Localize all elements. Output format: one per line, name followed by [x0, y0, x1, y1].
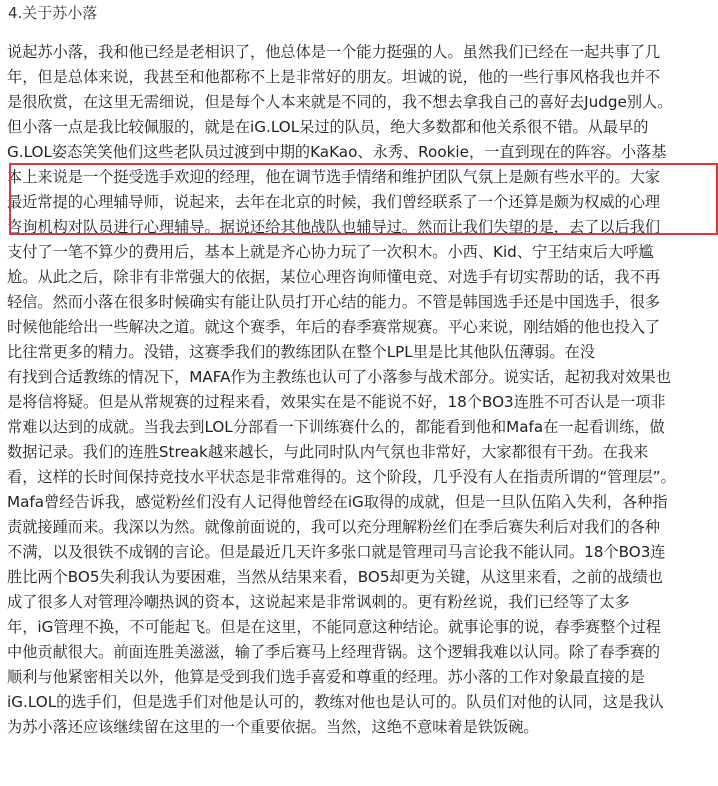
article-body [7, 40, 715, 740]
paragraph-line: 年，但是总体来说，我甚至和他都称不上是非常好的朋友。坦诚的说，他的一些行事风格我也并不 [7, 68, 661, 86]
section-heading: 4.关于苏小落 [8, 4, 98, 22]
highlighted-line: 但小落一点是我比较佩服的，就是在iG.LOL呆过的队员，绝大多数都和他关系很不错。从最早的 [7, 118, 649, 136]
paragraph-line: 成了很多人对管理冷嘲热讽的资本，这说起来是非常讽刺的。更有粉丝说，我们已经等了太多 [7, 593, 630, 611]
highlighted-line: 本上来说是一个挺受选手欢迎的经理，他在调节选手情绪和维护团队气氛上是颇有些水平的。大家 [7, 168, 661, 186]
paragraph-line: 咨询机构对队员进行心理辅导。据说还给其他战队也辅导过。然而让我们失望的是，去了以后我们 [7, 218, 661, 236]
paragraph-line: 不满，以及很铁不成钢的言论。但是最近几天许多张口就是管理司马言论我不能认同。18个BO3连 [7, 543, 666, 561]
paragraph-line: 是很欣赏，在这里无需细说，但是每个人本来就是不同的，我不想去拿我自己的喜好去Judge别人。 [7, 93, 673, 111]
paragraph-line: 最近常提的心理辅导师，说起来，去年在北京的时候，我们曾经联系了一个还算是颇为权威的心理 [7, 193, 661, 211]
paragraph-line: iG.LOL的选手们，但是选手们对他是认可的，教练对他也是认可的。队员们对他的认同，这是我认 [7, 693, 664, 711]
paragraph-line: Mafa曾经告诉我，感觉粉丝们没有人记得他曾经在iG取得的成就，但是一旦队伍陷入失利，各种指 [7, 493, 668, 511]
paragraph-line: 为苏小落还应该继续留在这里的一个重要依据。当然，这绝不意味着是铁饭碗。 [7, 718, 539, 736]
paragraph-line: 轻信。然而小落在很多时候确实有能让队员打开心结的能力。不管是韩国选手还是中国选手，很多 [7, 293, 661, 311]
paragraph-line: 顺利与他紧密相关以外，他算是受到我们选手喜爱和尊重的经理。苏小落的工作对象最直接的是 [7, 668, 645, 686]
highlighted-line: G.LOL姿态笑笑他们这些老队员过渡到中期的KaKao、永秀、Rookie，一直到现在的阵容。小落基 [7, 143, 667, 161]
paragraph-line: 常难以达到的成就。当我去到LOL分部看一下训练赛什么的，都能看到他和Mafa在一起看训练，做 [7, 418, 665, 436]
paragraph-line: 数据记录。我们的连胜Streak越来越长，与此同时队内气氛也非常好，大家都很有干劲。在我来 [7, 443, 649, 461]
paragraph-line: 看，这样的长时间保持竞技水平状态是非常难得的。这个阶段，几乎没有人在指责所谓的“管理层”。 [7, 468, 676, 486]
paragraph-line: 是将信将疑。但是从常规赛的过程来看，效果实在是不能说不好，18个BO3连胜不可否认是一项非 [7, 393, 666, 411]
paragraph-line: 尬。从此之后，除非有非常强大的依据，某位心理咨询师懂电竞、对选手有切实帮助的话，我不再 [7, 268, 661, 286]
paragraph-line: 有找到合适教练的情况下，MAFA作为主教练也认可了小落参与战术部分。说实话，起初我对效果也 [7, 368, 671, 386]
paragraph-line: 说起苏小落，我和他已经是老相识了，他总体是一个能力挺强的人。虽然我们已经在一起共事了几 [7, 43, 661, 61]
paragraph-line: 支付了一笔不算少的费用后，基本上就是齐心协力玩了一次积木。小西、Kid、宁王结束后大呼尴 [7, 243, 654, 261]
paragraph-line: 责就接踵而来。我深以为然。就像前面说的，我可以充分理解粉丝们在季后赛失利后对我们的各种 [7, 518, 661, 536]
paragraph-line: 时候他能给出一些解决之道。就这个赛季，年后的春季赛常规赛。平心来说，刚结婚的他也投入了 [7, 318, 661, 336]
paragraph-line: 年，iG管理不换，不可能起飞。但是在这里，不能同意这种结论。就事论事的说，春季赛整个过程 [7, 618, 661, 636]
paragraph-line: 胜比两个BO5失利我认为要困难，当然从结果来看，BO5却更为关键，从这里来看，之前的战绩也 [7, 568, 663, 586]
paragraph-line: 中他贡献很大。前面连胜美滋滋，输了季后赛马上经理背锅。这个逻辑我难以认同。除了春季赛的 [7, 643, 661, 661]
paragraph-line: 比往常更多的精力。没错，这赛季我们的教练团队在整个LPL里是比其他队伍薄弱。在没 [7, 343, 596, 361]
